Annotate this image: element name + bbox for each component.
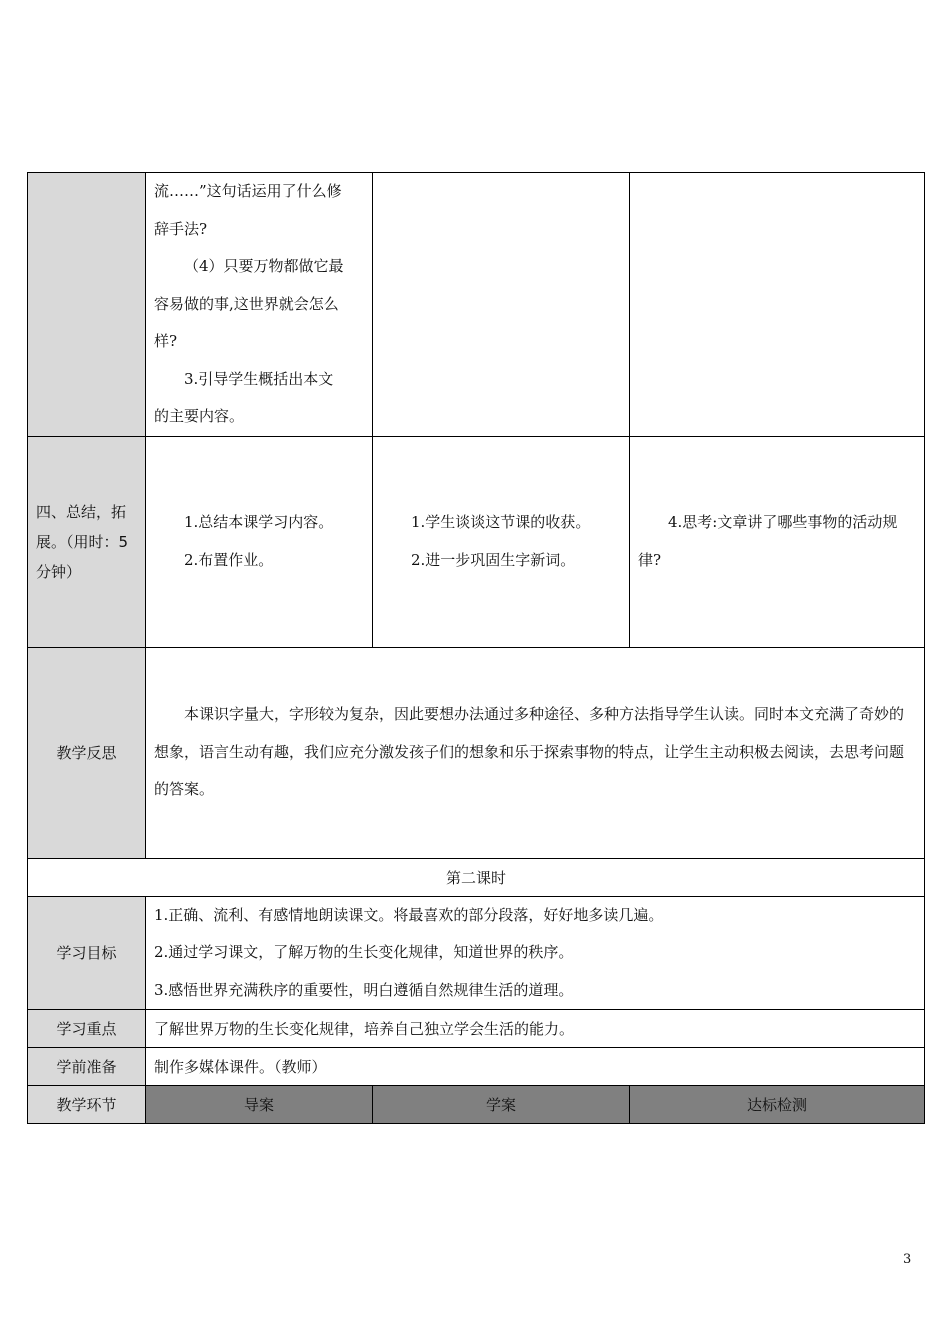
preparation-label: 学前准备: [28, 1048, 146, 1086]
teaching-header-check: 达标检测: [630, 1086, 925, 1124]
preparation-text: 制作多媒体课件。（教师）: [146, 1048, 925, 1086]
teaching-header-row: [28, 1086, 925, 1124]
reflection-text-cell: [146, 647, 925, 858]
summary-guide-cell: [146, 436, 373, 647]
lesson-plan-table: [27, 172, 925, 1124]
reflection-text: 本课识字量大，字形较为复杂，因此要想办法通过多种途径、多种方法指导学生认读。同时本文充满了奇妙的想象，语言生动有趣，我们应充分激发孩子们的想象和乐于探索事物的特点，让学生主动积极去阅读，去思考问题的答案。: [154, 705, 905, 799]
guide-line: 3.引导学生概括出本文: [184, 369, 334, 388]
key-points-label: 学习重点: [28, 1010, 146, 1048]
guide-line: 辞手法?: [154, 219, 208, 238]
summary-guide-item: 1.总结本课学习内容。: [184, 513, 334, 531]
preparation-row: [28, 1048, 925, 1086]
objective-item: 2.通过学习课文，了解万物的生长变化规律，知道世界的秩序。: [154, 943, 574, 961]
objective-item: 3.感悟世界充满秩序的重要性，明白遵循自然规律生活的道理。: [154, 980, 574, 999]
continuation-row: [28, 173, 925, 437]
objective-item: 1.正确、流利、有感情地朗读课文。将最喜欢的部分段落，好好地多读几遍。: [154, 905, 664, 924]
teaching-header-study: 学案: [373, 1086, 630, 1124]
summary-row: [28, 436, 925, 647]
continuation-label-cell: [28, 173, 146, 437]
summary-label: 四、总结，拓展。（用时：5分钟）: [28, 436, 146, 647]
teaching-header-guide: 导案: [146, 1086, 373, 1124]
second-lesson-row: [28, 858, 925, 896]
summary-check-item: 4.思考:文章讲了哪些事物的活动规律?: [638, 513, 898, 569]
guide-line: 的主要内容。: [154, 407, 245, 425]
second-lesson-title: 第二课时: [28, 858, 925, 896]
page-number: 3: [903, 1252, 912, 1267]
teaching-header-label: 教学环节: [28, 1086, 146, 1124]
reflection-label: 教学反思: [28, 647, 146, 858]
guide-line: （4）只要万物都做它最: [184, 257, 344, 275]
objectives-cell: [146, 896, 925, 1010]
summary-study-item: 2.进一步巩固生字新词。: [411, 550, 576, 569]
guide-line: 样?: [154, 332, 178, 350]
objectives-row: [28, 896, 925, 1010]
objectives-label: 学习目标: [28, 896, 146, 1010]
reflection-row: [28, 647, 925, 858]
continuation-study-cell: [373, 173, 630, 437]
continuation-check-cell: [630, 173, 925, 437]
guide-line: 流……”这句话运用了什么修: [154, 182, 342, 200]
summary-check-cell: [630, 436, 925, 647]
key-points-row: [28, 1010, 925, 1048]
continuation-guide-cell: [146, 173, 373, 437]
summary-study-item: 1.学生谈谈这节课的收获。: [411, 513, 591, 531]
summary-guide-item: 2.布置作业。: [184, 550, 274, 569]
key-points-text: 了解世界万物的生长变化规律，培养自己独立学会生活的能力。: [146, 1010, 925, 1048]
summary-study-cell: [373, 436, 630, 647]
guide-line: 容易做的事,这世界就会怎么: [154, 294, 339, 313]
